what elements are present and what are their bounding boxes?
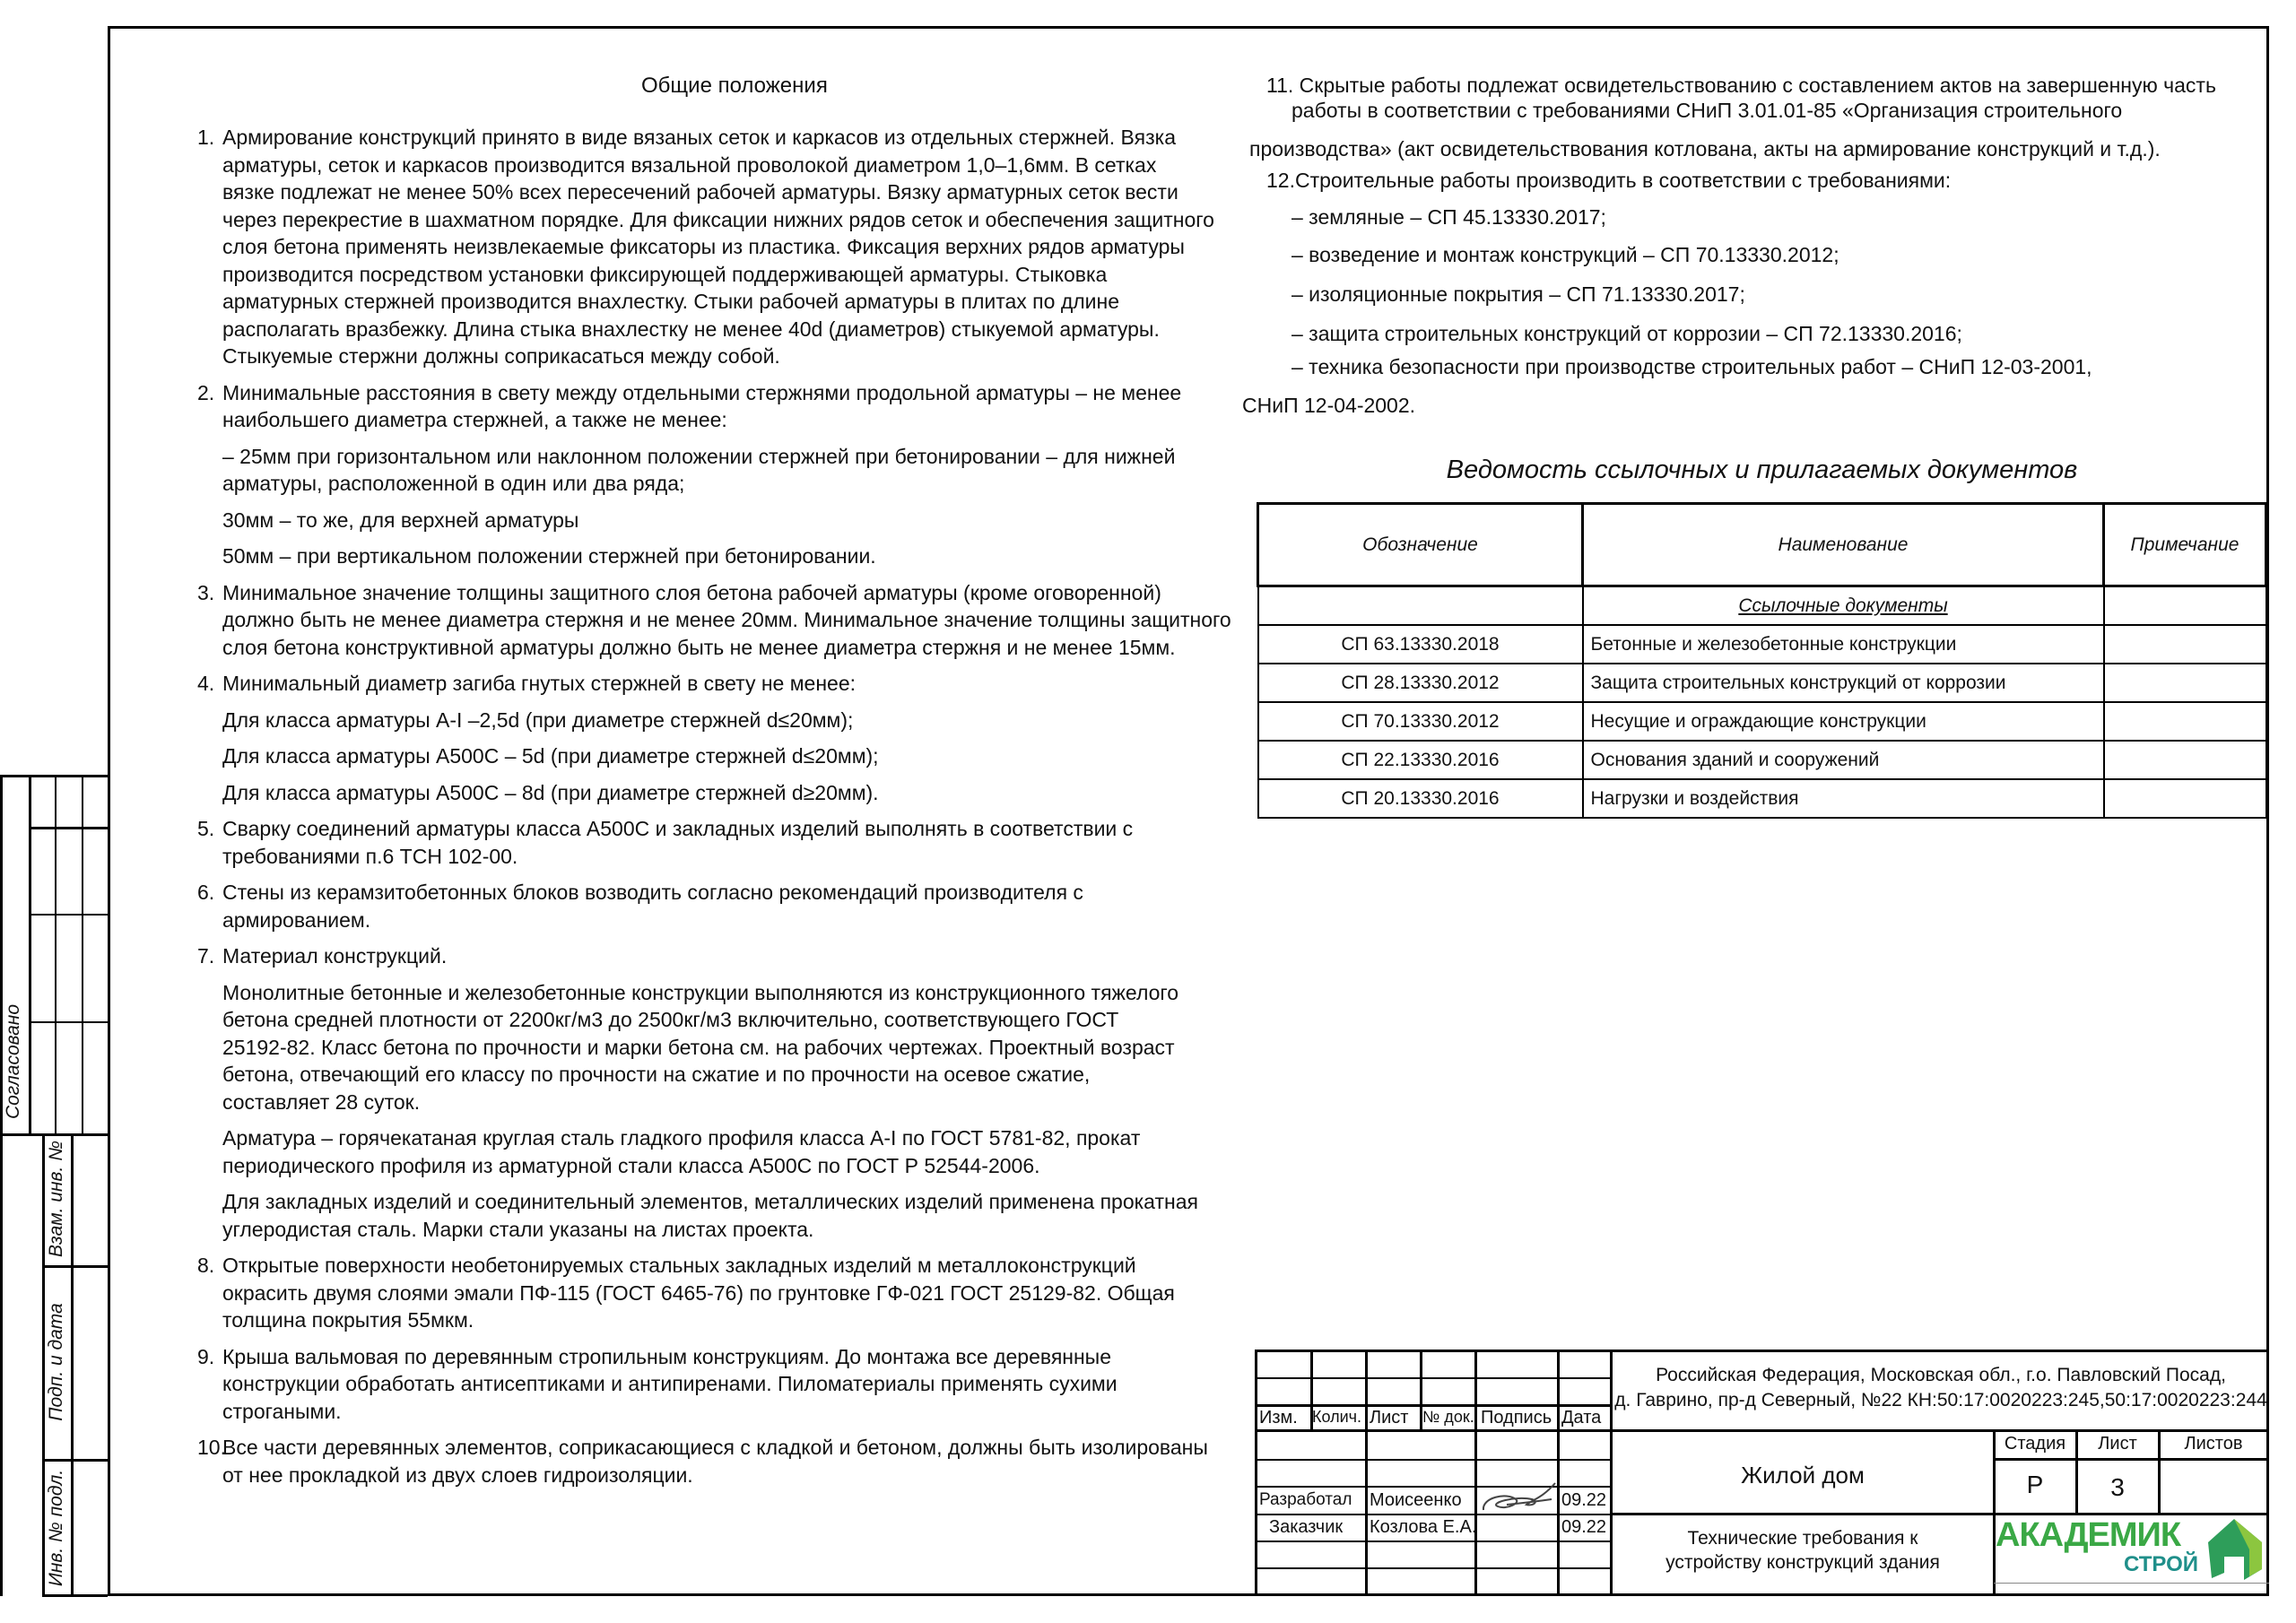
paragraph-line: Для закладных изделий и соединительный элементов, металлических изделий применена прокатная bbox=[222, 1190, 1198, 1213]
header-designation: Обозначение bbox=[1258, 504, 1583, 586]
note-line: – возведение и монтаж конструкций – СП 70.13330.2012; bbox=[1292, 243, 1839, 266]
cell-note bbox=[2104, 741, 2266, 779]
logo-main-text: АКАДЕМИК bbox=[1996, 1516, 2181, 1554]
paragraph-line: бетона средней плотности от 2200кг/м3 до 2500кг/м3 включительно, соответствующего ГОСТ bbox=[222, 1008, 1119, 1031]
paragraph bbox=[197, 1434, 1256, 1488]
sheet-title-line-1: Технические требования к bbox=[1687, 1528, 1918, 1549]
paragraph-line: Все части деревянных элементов, соприкасающиеся с кладкой и бетоном, должны быть изолированы bbox=[222, 1436, 1208, 1459]
stage-label: Стадия bbox=[2004, 1434, 2066, 1454]
paragraph bbox=[197, 507, 1256, 534]
col-date: Дата bbox=[1561, 1408, 1602, 1428]
paragraph-number: 8. bbox=[197, 1254, 215, 1277]
cell-note bbox=[2104, 702, 2266, 741]
header-name: Наименование bbox=[1583, 504, 2104, 586]
address-line-2: д. Гаврино, пр-д Северный, №22 КН:50:17:0020223:245,50:17:0020223:244 bbox=[1614, 1390, 2267, 1410]
table-header-row bbox=[1258, 504, 2266, 586]
sheet-label: Лист bbox=[2098, 1434, 2137, 1454]
paragraph bbox=[197, 979, 1256, 1116]
paragraph-line: Стыкуемые стержни должны соприкасаться между собой. bbox=[222, 344, 780, 368]
section-label: Ссылочные документы bbox=[1738, 595, 1948, 616]
paragraph-line: Крыша вальмовая по деревянным стропильным конструкциям. До монтажа все деревянные bbox=[222, 1344, 1111, 1368]
signature-image bbox=[1480, 1480, 1557, 1514]
note-line: производства» (акт освидетельствования котлована, акты на армирование конструкций и т.д.). bbox=[1249, 137, 2161, 161]
paragraph-line: бетона, отвечающий его классу по прочности на сжатие и по прочности на осевое сжатие, bbox=[222, 1063, 1091, 1086]
paragraph-line: должно быть не менее диаметра стержня и не менее 20мм. Минимальное значение толщины защитного bbox=[222, 608, 1231, 631]
sheet-title-line-2: устройству конструкций здания bbox=[1665, 1552, 1940, 1573]
logo-sub-text: СТРОЙ bbox=[2124, 1552, 2199, 1576]
table-row bbox=[1258, 625, 2266, 664]
stamp-agreed-label: Согласовано bbox=[3, 1003, 23, 1120]
paragraph-line: располагать вразбежку. Длина стыка внахлестку не менее 40d (диаметров) стыкуемой арматуры. bbox=[222, 317, 1160, 341]
address-line-1: Российская Федерация, Московская обл., г.о. Павловский Посад, bbox=[1656, 1365, 2226, 1385]
col-sheet: Лист bbox=[1370, 1408, 1409, 1428]
paragraph bbox=[197, 124, 1256, 370]
col-signature: Подпись bbox=[1481, 1408, 1552, 1428]
paragraph-line: слоя бетона применять неизвлекаемые фиксаторы из пластика. Фиксация верхних рядов арматуры bbox=[222, 235, 1185, 258]
cell-designation: СП 20.13330.2016 bbox=[1258, 779, 1583, 818]
developed-date: 09.22 bbox=[1561, 1490, 1607, 1510]
paragraph-line: Для класса арматуры А500С – 8d (при диаметре стержней d≥20мм). bbox=[222, 780, 879, 804]
sheet-value: 3 bbox=[2110, 1473, 2125, 1501]
paragraph bbox=[197, 379, 1256, 434]
table-section-row bbox=[1258, 586, 2266, 626]
paragraph-line: конструкции обработать антисептиками и антипиренами. Пиломатериалы применять сухими bbox=[222, 1372, 1118, 1395]
table-row bbox=[1258, 741, 2266, 779]
col-qty: Колич. bbox=[1312, 1408, 1362, 1426]
paragraph-number: 1. bbox=[197, 126, 215, 149]
cell-designation: СП 22.13330.2016 bbox=[1258, 741, 1583, 779]
paragraph-line: окрасить двумя слоями эмали ПФ-115 (ГОСТ 6465-76) по грунтовке ГФ-021 ГОСТ 25129-82. Общая bbox=[222, 1280, 1175, 1305]
paragraph-line: Материал конструкций. bbox=[222, 944, 448, 968]
paragraph-line: 30мм – то же, для верхней арматуры bbox=[222, 508, 579, 532]
table-row bbox=[1258, 779, 2266, 818]
stamp-replace-inv-label: Взам. инв. № bbox=[46, 1141, 66, 1257]
cell-name: Несущие и ограждающие конструкции bbox=[1583, 702, 2104, 741]
cell-name: Основания зданий и сооружений bbox=[1583, 741, 2104, 779]
table-row bbox=[1258, 702, 2266, 741]
stamp-sign-date-label: Подп. и дата bbox=[46, 1303, 66, 1421]
paragraph-line: составляет 28 суток. bbox=[222, 1089, 421, 1114]
sheets-label: Листов bbox=[2184, 1434, 2243, 1454]
paragraph bbox=[197, 1188, 1256, 1243]
paragraph-line: от нее прокладкой из двух слоев гидроизоляции. bbox=[222, 1462, 693, 1487]
paragraph-line: строгаными. bbox=[222, 1399, 342, 1423]
reference-documents-table bbox=[1257, 502, 2267, 819]
paragraph-line: Сварку соединений арматуры класса А500С и закладных изделий выполнять в соответствии с bbox=[222, 817, 1134, 840]
paragraph-line: арматуры, расположенной в один или два ряда; bbox=[222, 472, 685, 495]
note-line: – изоляционные покрытия – СП 71.13330.2017; bbox=[1292, 282, 1745, 306]
paragraph bbox=[197, 707, 1256, 734]
header-note: Примечание bbox=[2104, 504, 2266, 586]
paragraph-line: Монолитные бетонные и железобетонные конструкции выполняются из конструкционного тяжелого bbox=[222, 980, 1179, 1004]
col-doc-no: № док. bbox=[1422, 1408, 1474, 1426]
logo-house-icon bbox=[2205, 1517, 2264, 1582]
paragraph-line: Открытые поверхности необетонируемых стальных закладных изделий м металлоконструкций bbox=[222, 1254, 1136, 1277]
object-name: Жилой дом bbox=[1741, 1462, 1865, 1488]
general-provisions bbox=[197, 124, 1256, 1497]
note-line: – защита строительных конструкций от коррозии – СП 72.13330.2016; bbox=[1292, 322, 1962, 345]
paragraph-line: Арматура – горячекатаная круглая сталь гладкого профиля класса А-I по ГОСТ 5781-82, прокат bbox=[222, 1126, 1141, 1150]
customer-date: 09.22 bbox=[1561, 1517, 1607, 1537]
paragraph bbox=[197, 1343, 1256, 1426]
paragraph-line: 25192-82. Класс бетона по прочности и марки бетона см. на рабочих чертежах. Проектный возраст bbox=[222, 1035, 1175, 1059]
cell-designation: СП 70.13330.2012 bbox=[1258, 702, 1583, 741]
developed-name: Моисеенко bbox=[1370, 1490, 1462, 1510]
paragraph-line: Минимальный диаметр загиба гнутых стержней в свету не менее: bbox=[222, 672, 857, 695]
paragraph-line: периодического профиля из арматурной стали класса А500С по ГОСТ Р 52544-2006. bbox=[222, 1153, 1040, 1177]
cell-note bbox=[2104, 664, 2266, 702]
note-line: – земляные – СП 45.13330.2017; bbox=[1292, 205, 1606, 229]
paragraph-line: Для класса арматуры А500С – 5d (при диаметре стержней d≤20мм); bbox=[222, 744, 879, 768]
table-title: Ведомость ссылочных и прилагаемых документов bbox=[1446, 456, 2078, 484]
paragraph-number: 5. bbox=[197, 817, 215, 840]
paragraph bbox=[197, 1124, 1256, 1179]
cell-name: Нагрузки и воздействия bbox=[1583, 779, 2104, 818]
developed-label: Разработал bbox=[1259, 1490, 1352, 1509]
customer-name: Козлова Е.А. bbox=[1370, 1517, 1477, 1537]
paragraph-number: 2. bbox=[197, 380, 215, 404]
cell-note bbox=[2104, 625, 2266, 664]
paragraph bbox=[197, 742, 1256, 770]
cell-designation: СП 28.13330.2012 bbox=[1258, 664, 1583, 702]
paragraph-number: 7. bbox=[197, 944, 215, 968]
paragraph-line: – 25мм при горизонтальном или наклонном положении стержней при бетонировании – для нижней bbox=[222, 444, 1176, 468]
paragraph-line: наибольшего диаметра стержней, а также не менее: bbox=[222, 408, 727, 431]
paragraph bbox=[197, 670, 1256, 698]
paragraph bbox=[197, 542, 1256, 570]
customer-label: Заказчик bbox=[1269, 1517, 1344, 1537]
cell-note bbox=[2104, 779, 2266, 818]
paragraph-line: требованиями п.6 ТСН 102-00. bbox=[222, 844, 518, 868]
note-line: – техника безопасности при производстве строительных работ – СНиП 12-03-2001, bbox=[1292, 355, 2092, 378]
paragraph-line: арматурных стержней производится внахлестку. Стыки рабочей арматуры в плитах по длине bbox=[222, 290, 1119, 313]
paragraph-line: вязке подлежат не менее 50% всех пересечений рабочей арматуры. Вязку арматурных сеток вести bbox=[222, 180, 1178, 204]
paragraph bbox=[197, 942, 1256, 970]
paragraph bbox=[197, 443, 1256, 498]
paragraph-number: 6. bbox=[197, 881, 215, 904]
paragraph-line: Для класса арматуры А-I –2,5d (при диаметре стержней d≤20мм); bbox=[222, 707, 854, 732]
note-line: 12.Строительные работы производить в соответствии с требованиями: bbox=[1266, 169, 1952, 192]
note-line: работы в соответствии с требованиями СНиП 3.01.01-85 «Организация строительного bbox=[1292, 99, 2123, 122]
section-title: Общие положения bbox=[641, 74, 828, 98]
paragraph-line: углеродистая сталь. Марки стали указаны на листах проекта. bbox=[222, 1217, 814, 1241]
paragraph-line: арматуры, сеток и каркасов производится вязальной проволокой диаметром 1,0–1,6мм. В сетках bbox=[222, 152, 1157, 177]
cell-designation: СП 63.13330.2018 bbox=[1258, 625, 1583, 664]
paragraph-line: Минимальное значение толщины защитного слоя бетона рабочей арматуры (кроме оговоренной) bbox=[222, 580, 1161, 604]
col-change: Изм. bbox=[1259, 1408, 1298, 1428]
stage-value: Р bbox=[2026, 1471, 2044, 1498]
paragraph bbox=[197, 879, 1256, 933]
paragraph bbox=[197, 579, 1256, 662]
paragraph-number: 10. bbox=[197, 1436, 226, 1459]
paragraph-line: Минимальные расстояния в свету между отдельными стержнями продольной арматуры – не менее bbox=[222, 380, 1182, 404]
paragraph-line: Армирование конструкций принято в виде вязаных сеток и каркасов из отдельных стержней. Вязка bbox=[222, 126, 1176, 149]
paragraph-number: 9. bbox=[197, 1344, 215, 1368]
paragraph-line: толщина покрытия 55мкм. bbox=[222, 1308, 474, 1332]
paragraph-number: 3. bbox=[197, 580, 215, 604]
note-line: 11. Скрытые работы подлежат освидетельствованию с составлением актов на завершенную часть bbox=[1266, 74, 2216, 97]
paragraph-line: армированием. bbox=[222, 907, 371, 932]
paragraph bbox=[197, 779, 1256, 807]
paragraph-line: Стены из керамзитобетонных блоков возводить согласно рекомендаций производителя с bbox=[222, 881, 1083, 904]
paragraph bbox=[197, 815, 1256, 870]
cell-name: Бетонные и железобетонные конструкции bbox=[1583, 625, 2104, 664]
note-line: СНиП 12-04-2002. bbox=[1242, 394, 1416, 417]
table-row bbox=[1258, 664, 2266, 702]
paragraph-line: производится посредством установки фиксирующей поддерживающей арматуры. Стыковка bbox=[222, 262, 1108, 286]
paragraph-line: 50мм – при вертикальном положении стержней при бетонировании. bbox=[222, 544, 876, 568]
paragraph bbox=[197, 1252, 1256, 1334]
paragraph-number: 4. bbox=[197, 672, 215, 695]
paragraph-line: слоя бетона конструктивной арматуры должно быть не менее диаметра стержня и не менее 15мм. bbox=[222, 635, 1176, 659]
stamp-inv-orig-label: Инв. № подл. bbox=[46, 1469, 66, 1587]
cell-name: Защита строительных конструкций от коррозии bbox=[1583, 664, 2104, 702]
paragraph-line: через перекрестие в шахматном порядке. Для фиксации нижних рядов сеток и обеспечения защитного bbox=[222, 207, 1214, 231]
